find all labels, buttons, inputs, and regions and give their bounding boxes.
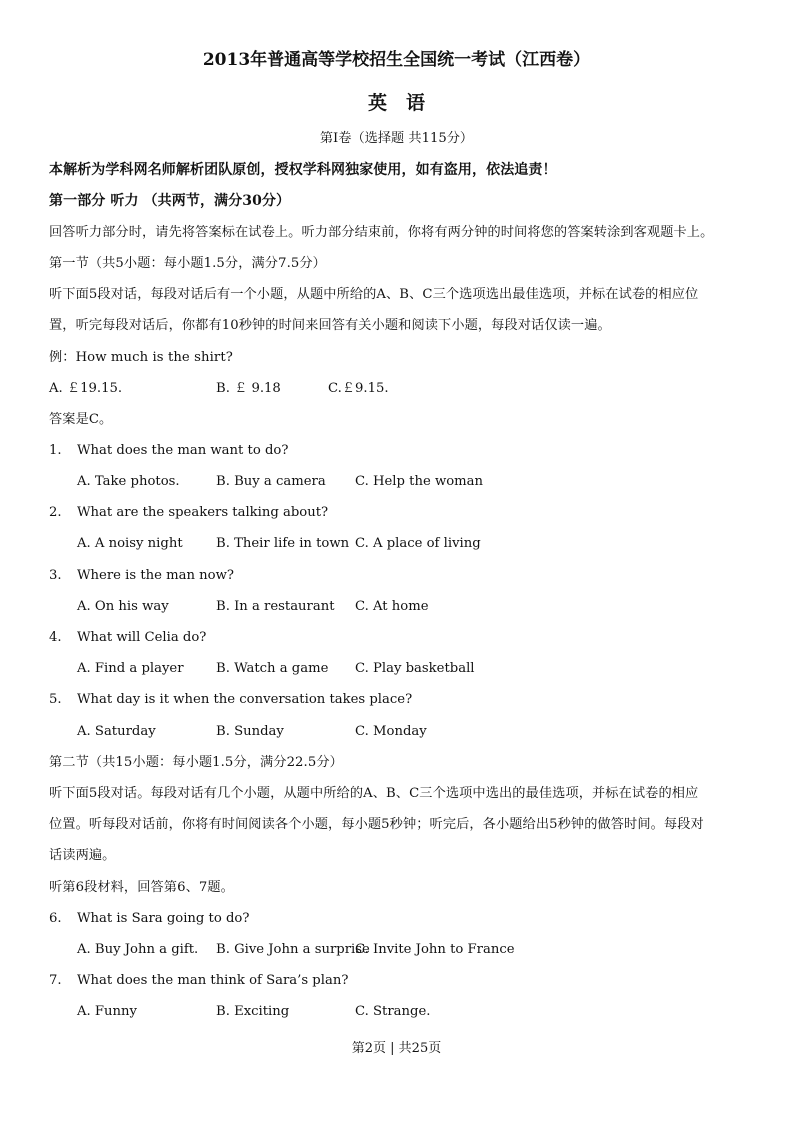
question-row [0,911,793,927]
option-b: B. Give John a surprise [216,942,370,957]
page-footer: 第2页 | 共25页 [351,1041,442,1056]
example-option-b: B. ￡ 9.18 [216,381,281,396]
options-row [0,599,793,615]
option-b: B. Exciting [216,1004,290,1019]
question-row [0,443,793,459]
option-b: B. Watch a game [216,661,329,676]
question-number: 6. [49,911,62,926]
options-row [0,536,793,552]
material-instruction: 听第6段材料，回答第6、7题。 [49,880,234,895]
section1-heading: 第一节（共5小题：每小题1.5分，满分7.5分） [49,256,326,271]
option-a: A. Take photos. [77,474,180,489]
option-a: A. Funny [77,1004,137,1019]
option-a: A. Saturday [77,724,156,739]
question-text: What is Sara going to do? [77,911,250,926]
part1-instruction: 回答听力部分时，请先将答案标在试卷上。听力部分结束前，你将有两分钟的时间将您的答案转涂到客观题卡上。 [49,225,714,240]
section1-instruction-1: 听下面5段对话，每段对话后有一个小题，从题中所给的A、B、C三个选项选出最佳选项，并标在试卷的相应位 [49,287,699,302]
option-a: A. Buy John a gift. [77,942,199,957]
option-a: A. A noisy night [77,536,183,551]
question-row [0,568,793,584]
option-c: C. Help the woman [355,474,484,489]
question-text: What are the speakers talking about? [77,505,329,520]
question-text: What does the man think of Sara’s plan? [77,973,349,988]
option-c: C. Monday [355,724,427,739]
question-number: 4. [49,630,62,645]
option-b: B. Their life in town [216,536,350,551]
option-c: C. Play basketball [355,661,475,676]
option-b: B. In a restaurant [216,599,335,614]
part1-heading: 第一部分 听力 （共两节，满分30分） [49,193,291,209]
volume-label: 第Ⅰ卷（选择题 共115分） [319,131,474,146]
section2-heading: 第二节（共15小题：每小题1.5分，满分22.5分） [49,755,343,770]
question-number: 1. [49,443,62,458]
question-row [0,630,793,646]
example-option-a: A. ￡19.15. [49,381,123,396]
example-question: 例：How much is the shirt? [49,350,233,365]
option-b: B. Buy a camera [216,474,326,489]
question-text: What day is it when the conversation takes place? [77,692,413,707]
option-a: A. Find a player [77,661,184,676]
section2-instruction-3: 话读两遍。 [49,848,116,863]
copyright-notice: 本解析为学科网名师解析团队原创，授权学科网独家使用，如有盗用，依法追责！ [49,162,557,178]
question-number: 3. [49,568,62,583]
options-row [0,474,793,490]
options-row [0,724,793,740]
section1-instruction-2: 置，听完每段对话后，你都有10秒钟的时间来回答有关小题和阅读下小题，每段对话仅读一遍。 [49,318,611,333]
example-options [0,381,793,397]
question-row [0,692,793,708]
option-a: A. On his way [77,599,169,614]
option-c: C. Strange. [355,1004,431,1019]
example-answer: 答案是C。 [49,412,113,427]
question-text: What will Celia do? [77,630,207,645]
option-c: C. A place of living [355,536,481,551]
option-c: C. At home [355,599,429,614]
question-number: 7. [49,973,62,988]
question-number: 2. [49,505,62,520]
options-row [0,1004,793,1020]
options-row [0,942,793,958]
option-c: C. Invite John to France [355,942,515,957]
question-row [0,505,793,521]
subject-title: 英 语 [367,92,425,114]
question-text: Where is the man now? [77,568,234,583]
section2-instruction-1: 听下面5段对话。每段对话有几个小题，从题中所给的A、B、C三个选项中选出的最佳选项，并标在试卷的相应 [49,786,699,801]
example-option-c: C.￡9.15. [328,381,389,396]
section2-instruction-2: 位置。听每段对话前，你将有时间阅读各个小题，每小题5秒钟；听完后，各小题给出5秒钟的做答时间。每段对 [49,817,704,832]
question-row [0,973,793,989]
question-text: What does the man want to do? [77,443,289,458]
options-row [0,661,793,677]
option-b: B. Sunday [216,724,284,739]
question-number: 5. [49,692,62,707]
exam-title: 2013年普通高等学校招生全国统一考试（江西卷） [202,50,591,70]
